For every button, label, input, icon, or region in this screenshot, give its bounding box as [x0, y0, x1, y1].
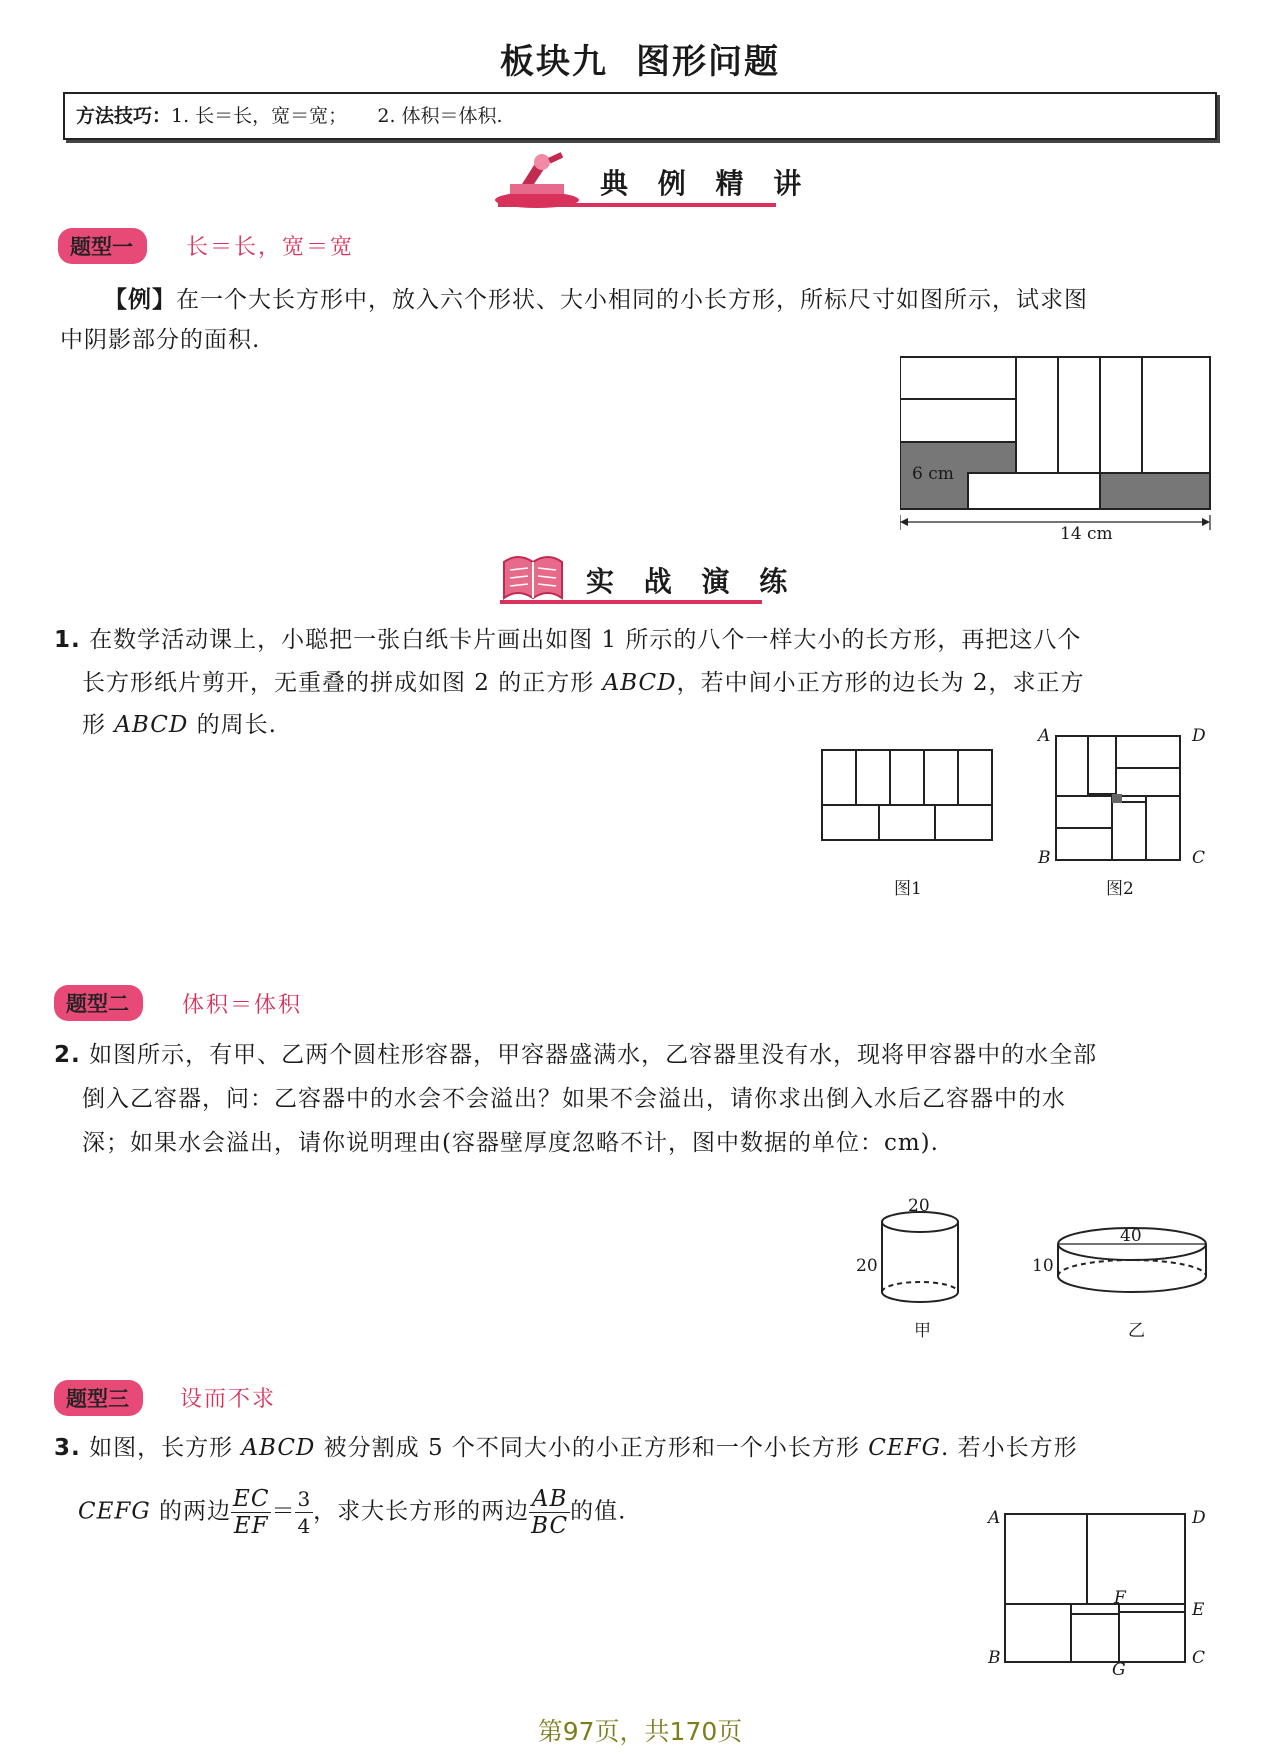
- q3-text1a: 如图，长方形: [89, 1435, 242, 1461]
- q2-number: 2.: [54, 1042, 81, 1068]
- q1-text2a: 长方形纸片剪开，无重叠的拼成如图 2 的正方形: [82, 670, 603, 696]
- type2-title: 体积＝体积: [182, 993, 303, 1018]
- section-underline-2: [500, 600, 762, 604]
- q1-text1: 在数学活动课上，小聪把一张白纸卡片画出如图 1 所示的八个一样大小的长方形，再把这八个: [89, 627, 1082, 653]
- center-small-square: [1112, 794, 1122, 803]
- frac3-num: AB: [529, 1486, 570, 1513]
- q1-line2: [82, 662, 1085, 704]
- q1-fig2-caption: 图2: [1106, 879, 1134, 899]
- example-line1: [104, 279, 1088, 321]
- q1-label-a: A: [1038, 726, 1051, 746]
- book-icon: [500, 548, 566, 604]
- section-heading-examples: 典 例 精 讲: [600, 167, 812, 200]
- fraction-3-4: [295, 1486, 313, 1539]
- fraction-ab-bc: [529, 1486, 570, 1539]
- q3-text1e: . 若小长方形: [940, 1435, 1078, 1461]
- type1-badge: 题型一: [58, 228, 147, 264]
- q3-cefg-1: CEFG: [868, 1435, 941, 1461]
- frac1-num: EC: [233, 1486, 270, 1512]
- page-title: [0, 34, 1280, 83]
- shaded-region-right: [1100, 473, 1210, 509]
- frac2-den: 4: [297, 1514, 312, 1538]
- tips-item2: 2. 体积＝体积.: [377, 105, 503, 127]
- jia-diameter: 20: [908, 1196, 930, 1216]
- q1-text2c: ，若中间小正方形的边长为 2，求正方: [676, 670, 1085, 696]
- q3-label-e: E: [1192, 1600, 1205, 1620]
- q3-text1c: 被分割成 5 个不同大小的小正方形和一个小长方形: [315, 1435, 869, 1461]
- q3-label-f: F: [1114, 1588, 1126, 1608]
- q3-abcd: ABCD: [241, 1435, 316, 1461]
- q1-figure-2: [1054, 734, 1184, 864]
- q3-text2d: 的值.: [570, 1498, 627, 1525]
- q2-line2: 倒入乙容器，问：乙容器中的水会不会溢出？如果不会溢出，请你求出倒入水后乙容器中的水: [82, 1086, 1066, 1112]
- section-heading-practice: 实 战 演 练: [586, 565, 798, 598]
- q2-text1: 如图所示，有甲、乙两个圆柱形容器，甲容器盛满水，乙容器里没有水，现将甲容器中的水全部: [89, 1042, 1098, 1068]
- type1-title: 长＝长，宽＝宽: [186, 235, 355, 260]
- yi-name: 乙: [1128, 1321, 1145, 1341]
- jia-name: 甲: [914, 1321, 931, 1341]
- tips-label: 方法技巧：: [76, 105, 172, 127]
- section-underline-1: [498, 203, 776, 207]
- q3-cefg-2: CEFG: [78, 1498, 151, 1525]
- tips-text: [76, 101, 503, 128]
- page-number: 第97页，共170页: [537, 1717, 743, 1746]
- example-figure: [900, 352, 1220, 552]
- cylinder-jia: [870, 1206, 970, 1316]
- yi-height: 10: [1032, 1256, 1054, 1276]
- q3-number: 3.: [54, 1435, 81, 1461]
- q2-line3: 深；如果水会溢出，请你说明理由(容器壁厚度忽略不计，图中数据的单位：cm).: [82, 1130, 939, 1156]
- example-tag: 【例】: [104, 286, 176, 313]
- q1-abcd-2: ABCD: [114, 712, 189, 738]
- tips-item1: 1. 长＝长，宽＝宽；: [171, 105, 348, 127]
- q1-text3c: 的周长.: [188, 712, 277, 738]
- equals-sign: ＝: [271, 1498, 296, 1525]
- q1-line1: [54, 619, 1081, 661]
- type2-badge: 题型二: [54, 985, 143, 1021]
- q3-text2c: ，求大长方形的两边: [313, 1498, 530, 1525]
- jia-height: 20: [856, 1256, 878, 1276]
- q3-label-b: B: [988, 1648, 1001, 1668]
- q3-label-c: C: [1192, 1648, 1206, 1668]
- example-line2: 中阴影部分的面积.: [60, 327, 261, 353]
- q3-line2: [78, 1486, 626, 1539]
- type3-badge: 题型三: [54, 1380, 143, 1416]
- q3-text2b: 的两边: [150, 1498, 232, 1525]
- telescope-icon: [492, 148, 582, 210]
- label-6cm: 6 cm: [912, 464, 954, 484]
- q3-label-g: G: [1112, 1660, 1126, 1680]
- label-14cm: 14 cm: [1060, 524, 1113, 544]
- fraction-ec-ef: [231, 1486, 271, 1539]
- title-part2: 图形问题: [636, 42, 780, 82]
- q3-line1: [54, 1427, 1078, 1469]
- q1-label-b: B: [1038, 848, 1051, 868]
- q1-fig1-caption: 图1: [894, 879, 922, 899]
- yi-diameter: 40: [1120, 1226, 1142, 1246]
- q1-text3a: 形: [82, 712, 115, 738]
- q1-figure-1: [820, 748, 1000, 844]
- type3-title: 设而不求: [180, 1387, 277, 1412]
- example-text1: 在一个大长方形中，放入六个形状、大小相同的小长方形，所标尺寸如图所示，试求图: [176, 287, 1088, 313]
- q1-line3: [82, 704, 277, 746]
- q1-label-c: C: [1192, 848, 1206, 868]
- title-part1: 板块九: [500, 42, 608, 82]
- frac2-num: 3: [297, 1487, 312, 1511]
- frac3-den: BC: [531, 1513, 569, 1539]
- q2-line1: [54, 1034, 1097, 1076]
- q3-label-d: D: [1192, 1508, 1206, 1528]
- q3-label-a: A: [988, 1508, 1001, 1528]
- q3-figure: [1003, 1512, 1189, 1668]
- q1-abcd-1: ABCD: [602, 670, 677, 696]
- frac1-den: EF: [233, 1513, 269, 1539]
- q1-label-d: D: [1192, 726, 1206, 746]
- q1-number: 1.: [54, 627, 81, 653]
